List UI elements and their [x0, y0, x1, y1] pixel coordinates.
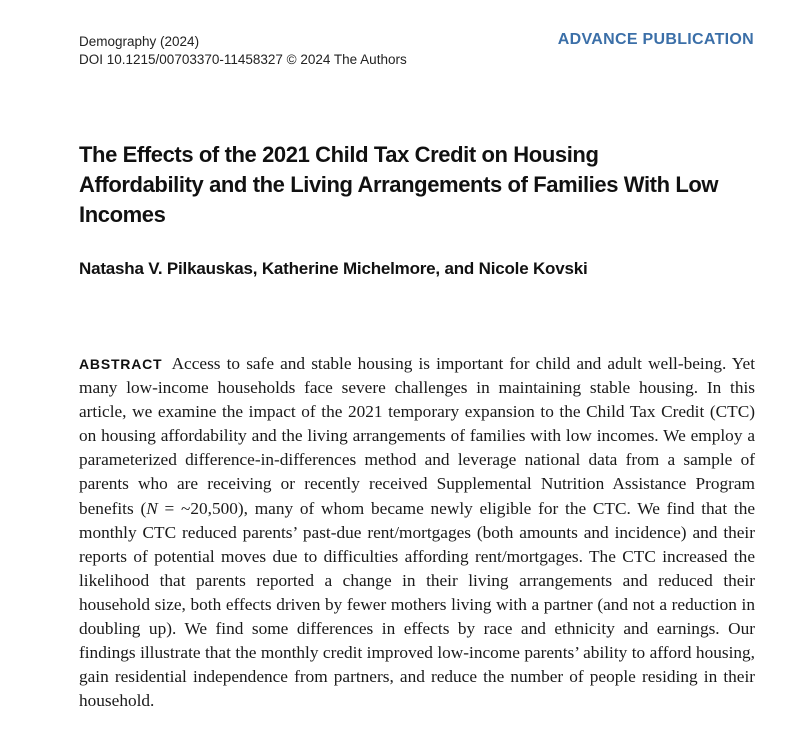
advance-publication-label: ADVANCE PUBLICATION — [557, 31, 754, 48]
doi-copyright: DOI 10.1215/00703370-11458327 © 2024 The Authors — [79, 52, 407, 67]
abstract-text-part1: Access to safe and stable housing is important for child and adult well-being. Yet many low-income households face severe challenges in maintaining stable housing. In this article, we examine the impact of the 2021 temporary expansion to the Child Tax Credit (CTC) on housing affordability and the living arrangements of families with low incomes. We employ a parameterized difference-in-differences method and leverage national data from a sample of parents who are receiving or recently received Supplemental Nutrition Assistance Program benefits ( — [79, 354, 755, 518]
journal-name-year: Demography (2024) — [79, 34, 200, 49]
author-list: Natasha V. Pilkauskas, Katherine Michelmore, and Nicole Kovski — [79, 259, 588, 278]
abstract-n-symbol: N — [146, 498, 158, 518]
abstract-text-part2: = ~20,500), many of whom became newly eligible for the CTC. We find that the monthly CTC reduced parents’ past-due rent/mortgages (both amounts and incidence) and their reports of potential moves due to difficulties affording rent/mortgages. The CTC increased the likelihood that parents reported a change in their living arrangements and reduced their household size, both effects driven by fewer mothers living with a partner (and not a reduction in doubling up). We find some differences in effects by race and ethnicity and earnings. Our findings illustrate that the monthly credit improved low-income parents’ ability to afford housing, gain residential independence from partners, and reduce the number of people residing in their household. — [79, 498, 756, 711]
journal-info — [79, 33, 407, 69]
abstract-label: ABSTRACT — [79, 356, 163, 372]
abstract-paragraph — [79, 352, 755, 713]
article-title: The Effects of the 2021 Child Tax Credit on Housing Affordability and the Living Arrangements of Families With Low Incomes — [79, 142, 719, 227]
